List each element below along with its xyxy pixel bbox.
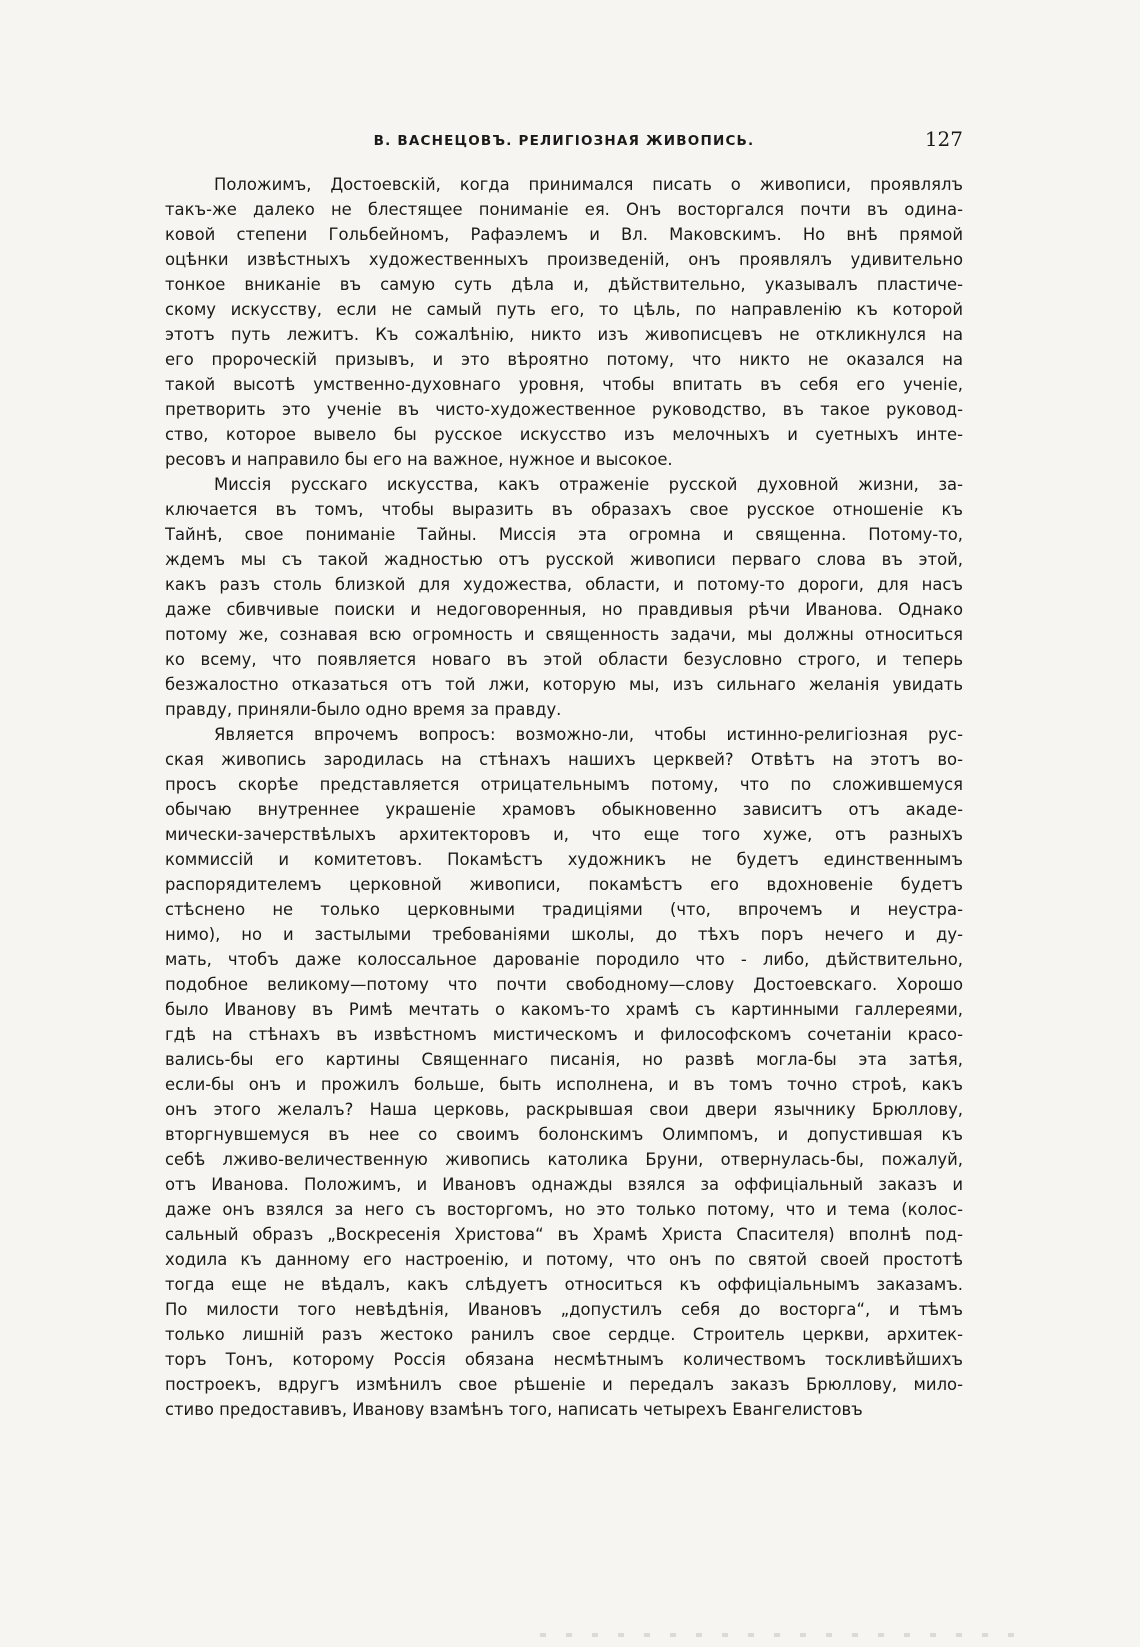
text-line: стиво предоставивъ, Иванову взамѣнъ того, написать четырехъ Евангелистовъ [165, 1400, 863, 1419]
text-line: сальный образъ „Воскресенія Христова“ въ Храмѣ Христа Спасителя) вполнѣ под- [165, 1225, 963, 1244]
running-head: В. ВАСНЕЦОВЪ. РЕЛИГІОЗНАЯ ЖИВОПИСЬ. [373, 133, 755, 149]
text-line: По милости того невѣдѣнія, Ивановъ „допустилъ себя до восторга“, и тѣмъ [165, 1300, 963, 1319]
text-line: мически-зачерствѣлыхъ архитекторовъ и, что еще того хуже, отъ разныхъ [165, 825, 963, 844]
text-line: правду, приняли-было одно время за правду. [165, 700, 562, 719]
text-line: ждемъ мы съ такой жадностью отъ русской живописи перваго слова въ этой, [165, 550, 963, 569]
text-line: гдѣ на стѣнахъ въ извѣстномъ мистическомъ и философскомъ сочетаніи красо- [165, 1025, 963, 1044]
text-line: Является впрочемъ вопросъ: возможно-ли, чтобы истинно-религіозная рус- [214, 725, 963, 744]
text-line: тонкое вниканіе въ самую суть дѣла и, дѣйствительно, указывалъ пластиче- [165, 275, 963, 294]
text-line: безжалостно отказаться отъ той лжи, которую мы, изъ сильнаго желанія увидать [165, 675, 963, 694]
text-line: ская живопись зародилась на стѣнахъ нашихъ церквей? Отвѣтъ на этотъ во- [165, 750, 963, 769]
text-line: построекъ, вдругъ измѣнилъ свое рѣшеніе и передалъ заказъ Брюллову, мило- [165, 1375, 963, 1394]
text-line: ключается въ томъ, чтобы выразить въ образахъ свое русское отношеніе къ [165, 500, 963, 519]
text-line: какъ разъ столь близкой для художества, области, и потому-то дороги, для насъ [165, 575, 963, 594]
text-line: его пророческій призывъ, и это вѣроятно потому, что никто не оказался на [165, 350, 963, 369]
text-line: вторгнувшемуся въ нее со своимъ болонскимъ Олимпомъ, и допустившая къ [165, 1125, 963, 1144]
text-line: даже сбивчивые поиски и недоговоренныя, но правдивыя рѣчи Иванова. Однако [165, 600, 963, 619]
text-line: нимо), но и застылыми требованіями школы, до тѣхъ поръ нечего и ду- [165, 925, 963, 944]
text-line: оцѣнки извѣстныхъ художественныхъ произведеній, онъ проявлялъ удивительно [165, 250, 963, 269]
text-line: ковой степени Гольбейномъ, Рафаэлемъ и Вл. Маковскимъ. Но внѣ прямой [165, 225, 963, 244]
text-line: ресовъ и направило бы его на важное, нужное и высокое. [165, 450, 673, 469]
text-line: скому искусству, если не самый путь его, то цѣль, по направленію къ которой [165, 300, 963, 319]
page-header [165, 127, 963, 157]
text-line: только лишній разъ жестоко ранилъ свое сердце. Строитель церкви, архитек- [165, 1325, 963, 1344]
text-line: просъ скорѣе представляется отрицательнымъ потому, что по сложившемуся [165, 775, 963, 794]
text-line: Тайнѣ, свое пониманіе Тайны. Миссія эта огромна и священна. Потому-то, [165, 525, 963, 544]
text-line: если-бы онъ и прожилъ больше, быть исполнена, и въ томъ точно строѣ, какъ [165, 1075, 963, 1094]
text-line: онъ этого желалъ? Наша церковь, раскрывшая свои двери язычнику Брюллову, [165, 1100, 963, 1119]
text-line: Миссія русскаго искусства, какъ отраженіе русской духовной жизни, за- [214, 475, 963, 494]
text-line: ство, которое вывело бы русское искусство изъ мелочныхъ и суетныхъ инте- [165, 425, 963, 444]
text-line: коммиссій и комитетовъ. Покамѣстъ художникъ не будетъ единственнымъ [165, 850, 963, 869]
paragraph [165, 472, 963, 722]
text-line: потому же, сознавая всю огромность и священность задачи, мы должны относиться [165, 625, 963, 644]
text-line: подобное великому—потому что почти свободному—слову Достоевскаго. Хорошо [165, 975, 963, 994]
text-line: такой высотѣ умственно-духовнаго уровня, чтобы впитать въ себя его ученіе, [165, 375, 963, 394]
text-line: стѣснено не только церковными традиціями (что, впрочемъ и неустра- [165, 900, 963, 919]
text-line: Положимъ, Достоевскій, когда принимался писать о живописи, проявлялъ [214, 175, 963, 194]
text-line: даже онъ взялся за него съ восторгомъ, но это только потому, что и тема (колос- [165, 1200, 963, 1219]
body-text [165, 172, 963, 1422]
text-line: такъ-же далеко не блестящее пониманіе ея. Онъ восторгался почти въ одина- [165, 200, 963, 219]
text-line: претворить это ученіе въ чисто-художественное руководство, въ такое руковод- [165, 400, 963, 419]
text-line: ко всему, что появляется новаго въ этой области безусловно строго, и теперь [165, 650, 963, 669]
text-line: распорядителемъ церковной живописи, покамѣстъ его вдохновеніе будетъ [165, 875, 963, 894]
text-line: тогда еще не вѣдалъ, какъ слѣдуетъ относиться къ оффиціальнымъ заказамъ. [165, 1275, 963, 1294]
text-line: мать, чтобъ даже колоссальное дарованіе породило что - либо, дѣйствительно, [165, 950, 963, 969]
text-line: вались-бы его картины Священнаго писанія, но развѣ могла-бы эта затѣя, [165, 1050, 963, 1069]
page-number: 127 [924, 127, 963, 151]
text-line: себѣ лживо-величественную живопись католика Бруни, отвернулась-бы, пожалуй, [165, 1150, 963, 1169]
bottom-scan-marks [540, 1633, 1020, 1637]
paragraph [165, 172, 963, 472]
text-line: ходила къ данному его настроенію, и потому, что онъ по святой своей простотѣ [165, 1250, 963, 1269]
text-line: этотъ путь лежитъ. Къ сожалѣнію, никто изъ живописцевъ не откликнулся на [165, 325, 963, 344]
text-line: обычаю внутреннее украшеніе храмовъ обыкновенно зависитъ отъ акаде- [165, 800, 963, 819]
text-line: отъ Иванова. Положимъ, и Ивановъ однажды взялся за оффиціальный заказъ и [165, 1175, 963, 1194]
paragraph [165, 722, 963, 1422]
text-line: было Иванову въ Римѣ мечтать о какомъ-то храмѣ съ картинными галлереями, [165, 1000, 963, 1019]
text-line: торъ Тонъ, которому Россія обязана несмѣтнымъ количествомъ тоскливѣйшихъ [165, 1350, 963, 1369]
